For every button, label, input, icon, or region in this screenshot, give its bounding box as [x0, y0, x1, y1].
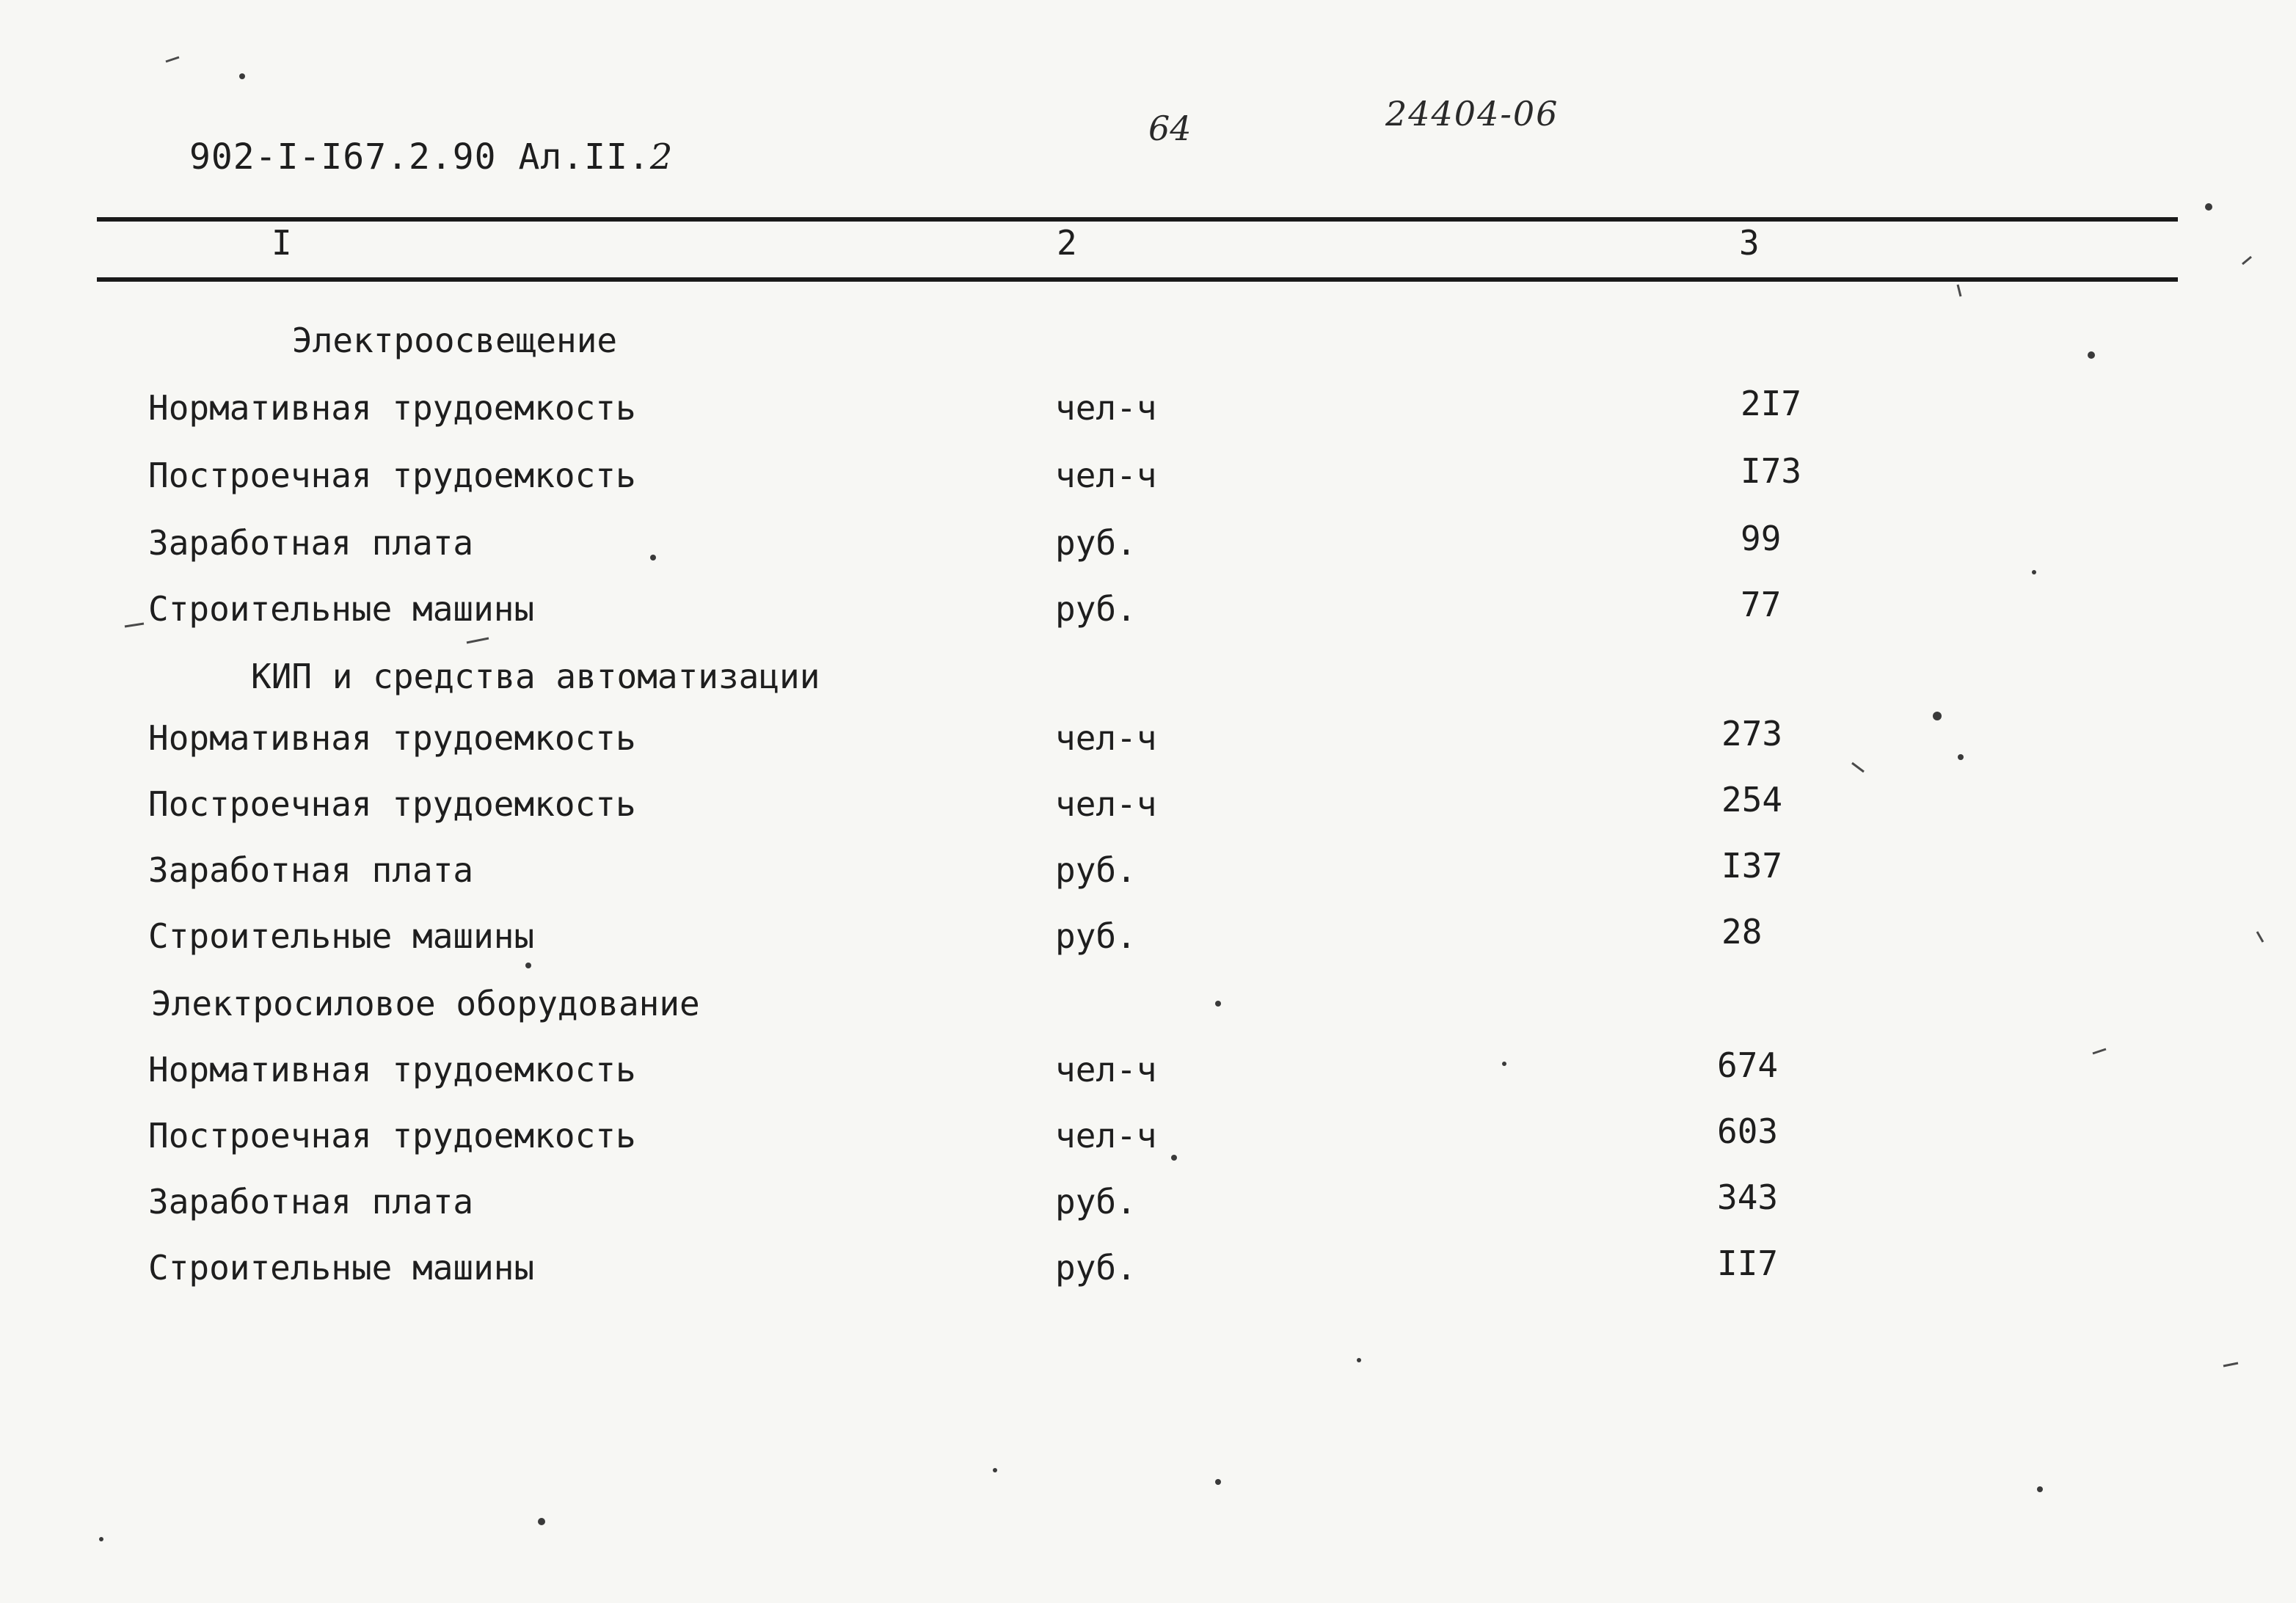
row-value: 28	[1721, 912, 1763, 952]
row-value: I73	[1741, 451, 1802, 491]
row-unit: руб.	[1055, 916, 1137, 956]
row-value: II7	[1717, 1244, 1779, 1283]
row-value: 2I7	[1741, 384, 1802, 423]
document-number: 24404-06	[1385, 94, 1559, 134]
section-title: Электросиловое оборудование	[151, 984, 700, 1023]
row-unit: руб.	[1055, 1248, 1137, 1288]
section-title: Электроосвещение	[292, 321, 618, 360]
row-unit: чел-ч	[1055, 784, 1157, 824]
row-value: 674	[1717, 1045, 1779, 1085]
row-name: Нормативная трудоемкость	[148, 1050, 636, 1089]
row-value: 273	[1721, 714, 1783, 753]
page-number: 64	[1148, 109, 1192, 148]
row-name: Построечная трудоемкость	[148, 456, 636, 495]
document-code-prefix: 902-I-I67.2.90 Ал.II.	[189, 136, 650, 178]
row-name: Нормативная трудоемкость	[148, 718, 636, 758]
row-value: I37	[1721, 846, 1783, 886]
row-value: 77	[1741, 585, 1782, 624]
row-name: Заработная плата	[148, 1182, 474, 1222]
column-header-2: 2	[1057, 223, 1077, 263]
column-header-1: I	[271, 223, 292, 263]
row-unit: руб.	[1055, 1182, 1137, 1222]
row-unit: чел-ч	[1055, 1050, 1157, 1089]
row-name: Построечная трудоемкость	[148, 784, 636, 824]
row-unit: чел-ч	[1055, 388, 1157, 428]
row-name: Заработная плата	[148, 850, 474, 890]
row-unit: чел-ч	[1055, 1116, 1157, 1155]
row-unit: руб.	[1055, 589, 1137, 629]
document-code-suffix: 2	[649, 136, 674, 178]
row-value: 603	[1717, 1111, 1779, 1151]
row-name: Нормативная трудоемкость	[148, 388, 636, 428]
row-unit: чел-ч	[1055, 718, 1157, 758]
row-value: 254	[1721, 780, 1783, 819]
row-value: 99	[1741, 519, 1782, 558]
row-unit: чел-ч	[1055, 456, 1157, 495]
section-title: КИП и средства автоматизации	[251, 657, 820, 696]
row-value: 343	[1717, 1177, 1779, 1217]
row-unit: руб.	[1055, 850, 1137, 890]
row-name: Строительные машины	[148, 916, 535, 956]
row-name: Заработная плата	[148, 523, 474, 563]
row-name: Построечная трудоемкость	[148, 1116, 636, 1155]
row-unit: руб.	[1055, 523, 1137, 563]
column-header-3: 3	[1739, 223, 1760, 263]
row-name: Строительные машины	[148, 589, 535, 629]
row-name: Строительные машины	[148, 1248, 535, 1288]
